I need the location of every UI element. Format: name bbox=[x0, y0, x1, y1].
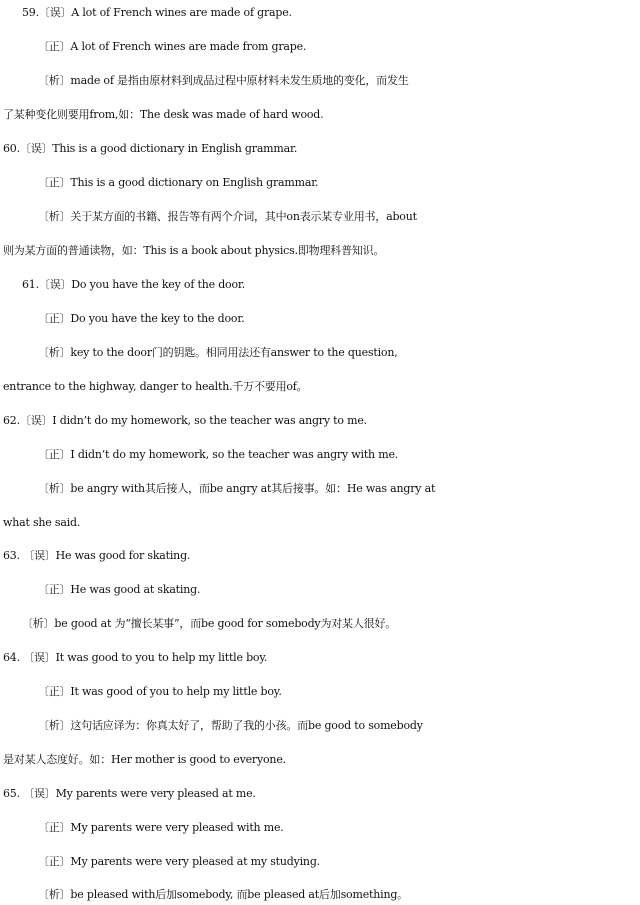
item-62-wrong: 62.〔误〕I didn’t do my homework, so the teacher was angry to me. bbox=[3, 414, 367, 427]
item-64-wrong: 64. 〔误〕It was good to you to help my little boy. bbox=[3, 651, 268, 664]
item-60-analysis-cont: 则为某方面的普通读物，如：This is a book about physics.即物理科普知识。 bbox=[3, 244, 385, 257]
item-63-wrong: 63. 〔误〕He was good for skating. bbox=[3, 549, 191, 562]
item-59-analysis: 〔析〕made of 是指由原材料到成品过程中原材料未发生质地的变化，而发生 bbox=[38, 74, 409, 87]
item-60-correct: 〔正〕This is a good dictionary on English grammar. bbox=[38, 176, 319, 189]
item-60-analysis: 〔析〕关于某方面的书籍、报告等有两个介词，其中on表示某专业用书，about bbox=[38, 210, 417, 223]
item-62-analysis-cont: what she said. bbox=[3, 516, 81, 529]
item-65-analysis: 〔析〕be pleased with后加somebody, 而be pleased at后加something。 bbox=[38, 888, 408, 901]
item-65-correct-1: 〔正〕My parents were very pleased with me. bbox=[38, 821, 284, 834]
item-59-wrong: 59.〔误〕A lot of French wines are made of grape. bbox=[22, 6, 292, 19]
item-62-analysis: 〔析〕be angry with其后接人，而be angry at其后接事。如：He was angry at bbox=[38, 482, 436, 495]
item-61-analysis-cont: entrance to the highway, danger to health.千万不要用of。 bbox=[3, 380, 308, 393]
item-60-wrong: 60.〔误〕This is a good dictionary in English grammar. bbox=[3, 142, 298, 155]
item-61-analysis: 〔析〕key to the door门的钥匙。相同用法还有answer to the question, bbox=[38, 346, 398, 359]
item-61-wrong: 61.〔误〕Do you have the key of the door. bbox=[22, 278, 246, 291]
item-65-wrong: 65. 〔误〕My parents were very pleased at me. bbox=[3, 787, 256, 800]
item-65-correct-2: 〔正〕My parents were very pleased at my studying. bbox=[38, 855, 320, 868]
item-64-analysis-cont: 是对某人态度好。如：Her mother is good to everyone. bbox=[3, 753, 286, 766]
item-61-correct: 〔正〕Do you have the key to the door. bbox=[38, 312, 245, 325]
item-64-correct: 〔正〕It was good of you to help my little boy. bbox=[38, 685, 282, 698]
item-62-correct: 〔正〕I didn’t do my homework, so the teacher was angry with me. bbox=[38, 448, 399, 461]
item-64-analysis: 〔析〕这句话应译为：你真太好了，帮助了我的小孩。而be good to somebody bbox=[38, 719, 423, 732]
item-59-analysis-cont: 了某种变化则要用from,如：The desk was made of hard wood. bbox=[3, 108, 324, 121]
item-63-analysis: 〔析〕be good at 为“擅长某事”，而be good for somebody为对某人很好。 bbox=[22, 617, 397, 630]
item-59-correct: 〔正〕A lot of French wines are made from grape. bbox=[38, 40, 307, 53]
item-63-correct: 〔正〕He was good at skating. bbox=[38, 583, 201, 596]
